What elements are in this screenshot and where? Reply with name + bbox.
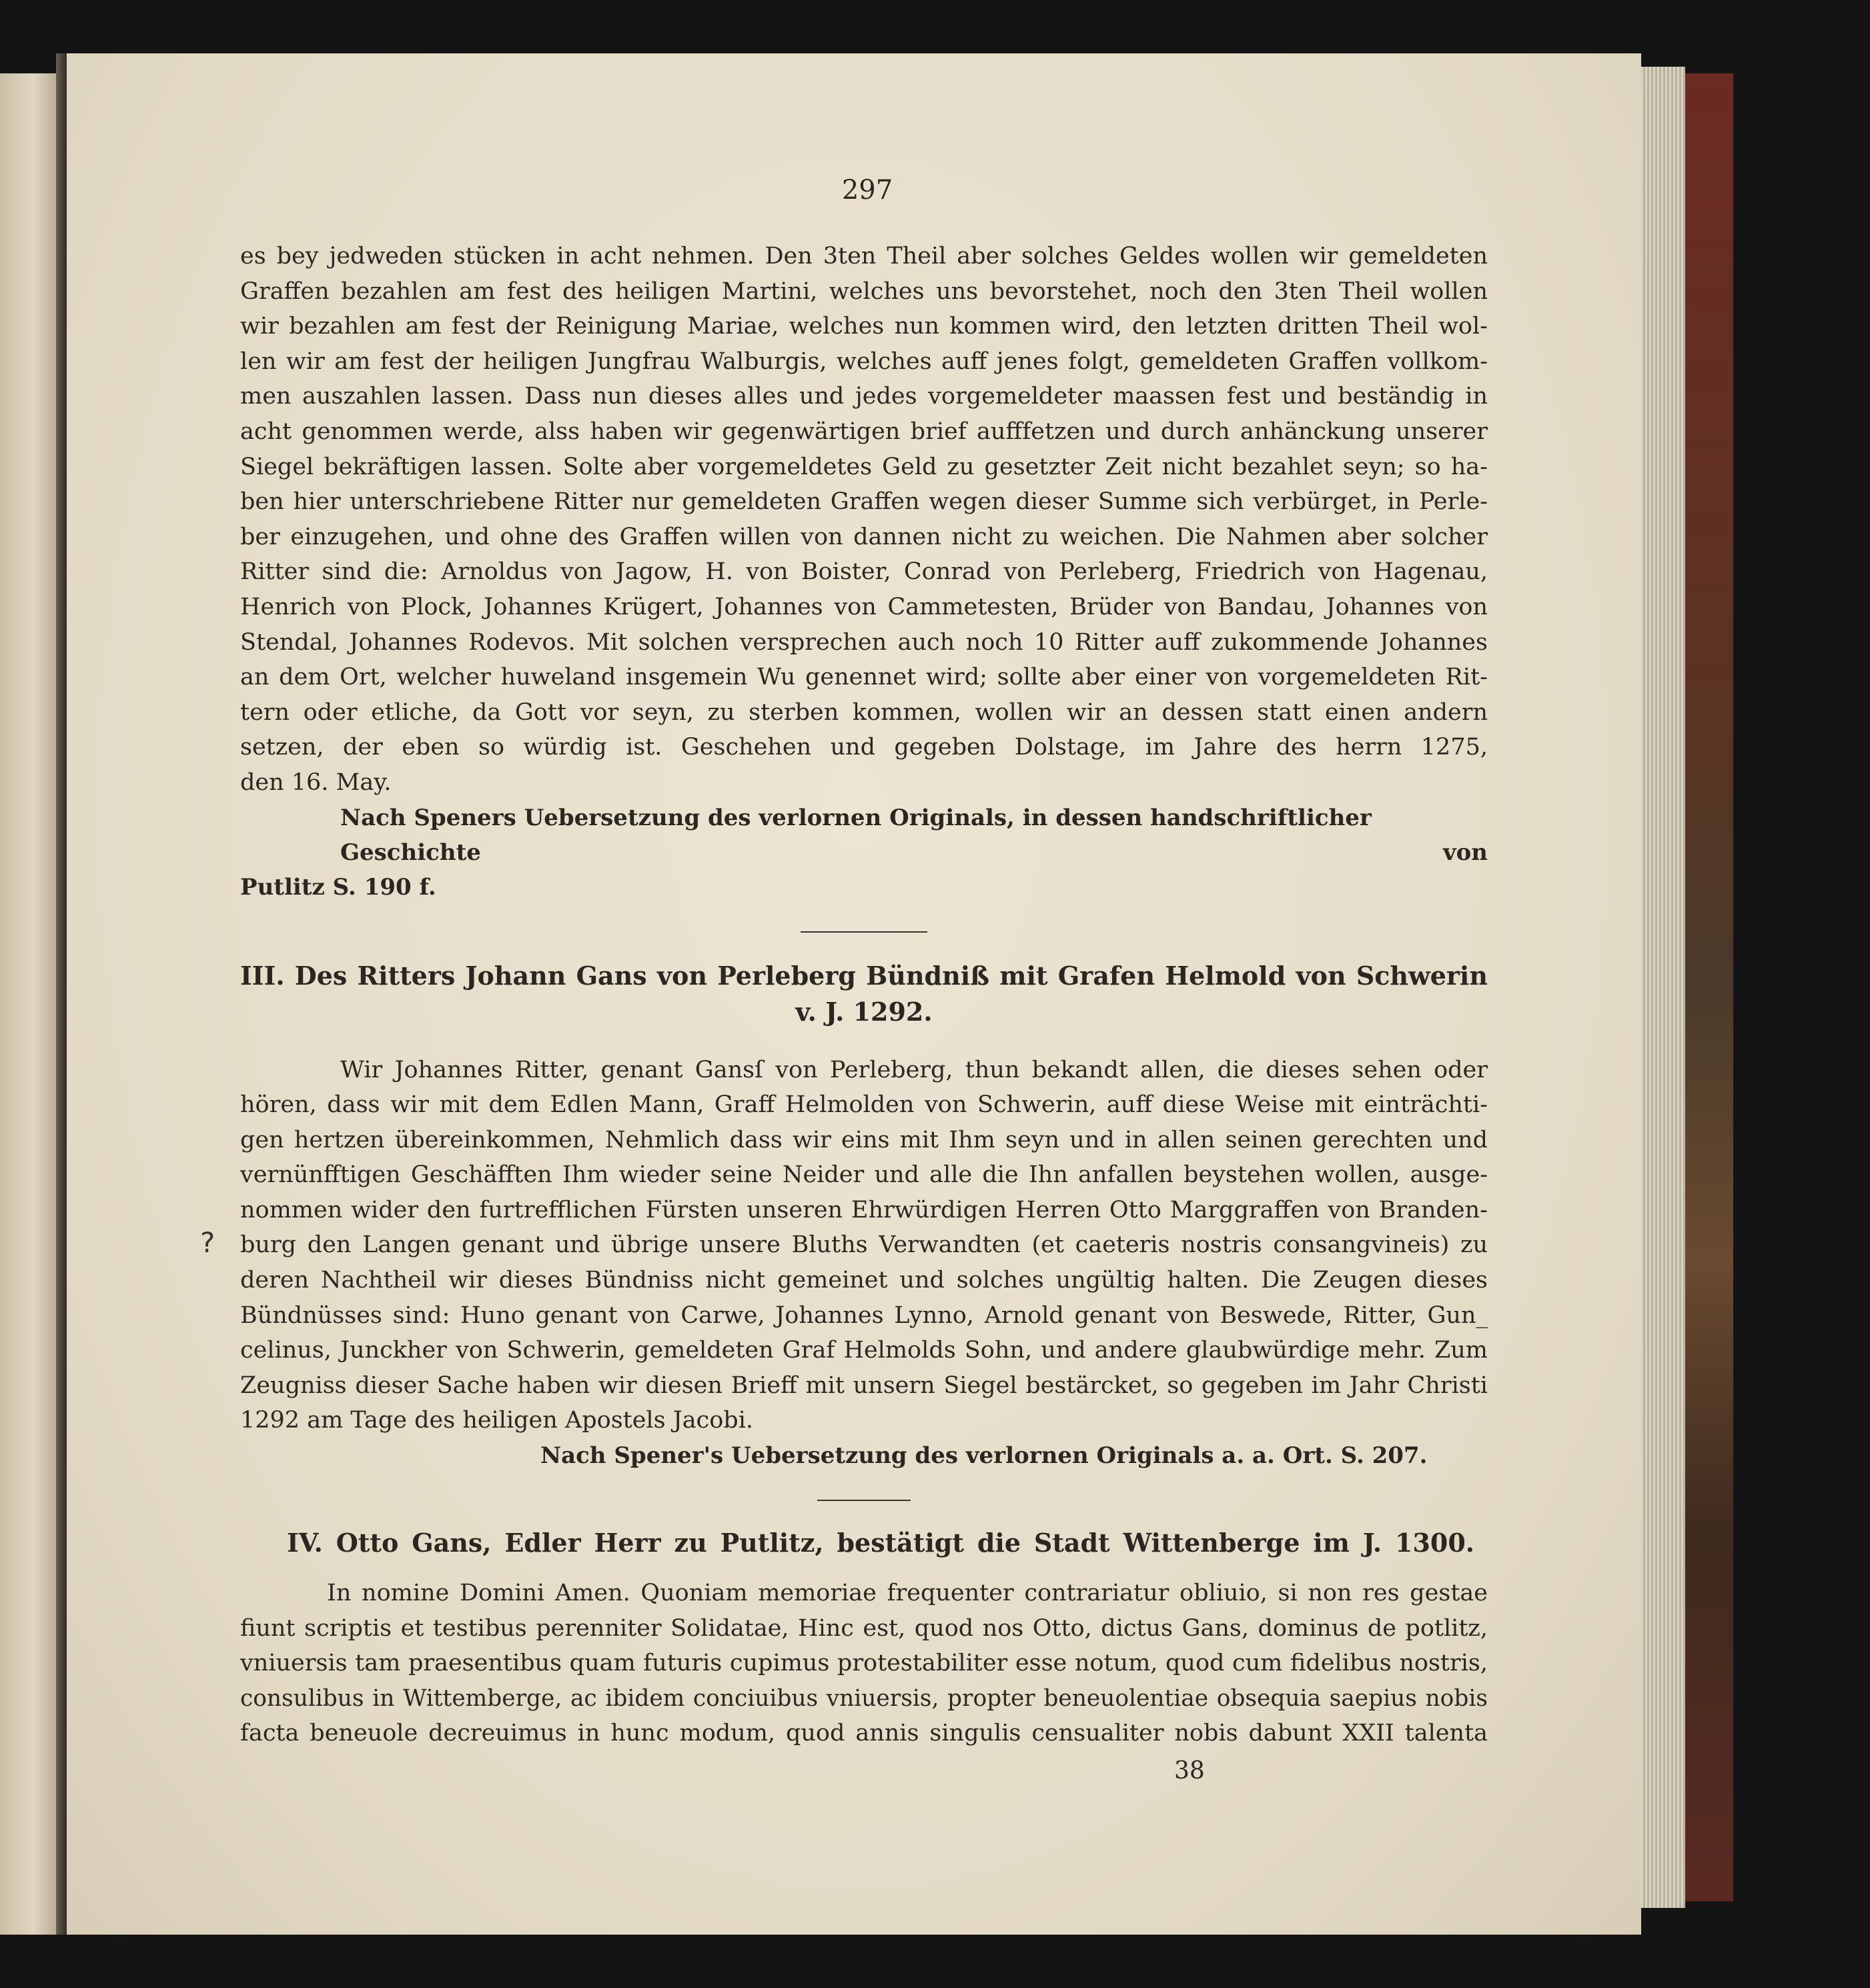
text-line: nommen wider den furtrefflichen Fürsten unseren Ehrwürdigen Herren Otto Marggraffen von Branden- — [240, 1196, 1488, 1223]
text-line: ben hier unterschriebene Ritter nur gemeldeten Graffen wegen dieser Summe sich verbürget, in Perle- — [240, 488, 1488, 516]
text-line: Stendal, Johannes Rodevos. Mit solchen versprechen auch noch 10 Ritter auff zukommende Johannes — [240, 628, 1488, 656]
section-iv-heading — [240, 1525, 1488, 1561]
signature-mark: 38 — [1174, 1757, 1205, 1785]
text-line: hören, dass wir mit dem Edlen Mann, Graff Helmolden von Schwerin, auff diese Weise mit einträchti- — [240, 1091, 1488, 1119]
text-line: Ritter sind die: Arnoldus von Jagow, H. von Boister, Conrad von Perleberg, Friedrich von Hagenau, — [240, 558, 1488, 586]
heading-line: v. J. 1292. — [795, 996, 933, 1027]
text-line: burg den Langen genant und übrige unsere Bluths Verwandten (et caeteris nostris consangvineis) zu — [240, 1231, 1488, 1259]
text-line: Henrich von Plock, Johannes Krügert, Johannes von Cammetesten, Brüder von Bandau, Johannes von — [240, 593, 1488, 620]
heading-line: III. Des Ritters Johann Gans von Perleberg Bündniß mit Grafen Helmold von Schwerin — [240, 960, 1488, 991]
page-edges — [1641, 67, 1685, 1908]
section-iii-heading — [240, 958, 1488, 1030]
text-line: an dem Ort, welcher huweland insgemein Wu genennet wird; sollte aber einer von vorgemeldeten Rit- — [240, 664, 1488, 691]
section-iii-source — [240, 1438, 1488, 1473]
text-line: len wir am fest der heiligen Jungfrau Walburgis, welches auff jenes folgt, gemeldeten Graffen vollkom- — [240, 348, 1488, 375]
text-line: deren Nachtheil wir dieses Bündniss nicht gemeinet und solches ungültig halten. Die Zeugen dieses — [240, 1267, 1488, 1294]
text-line: In nomine Domini Amen. Quoniam memoriae frequenter contrariatur obliuio, si non res gestae — [327, 1580, 1488, 1607]
section-ii-source — [240, 801, 1488, 905]
page-number: 297 — [841, 175, 893, 205]
text-line: vernünfftigen Geschäfften Ihm wieder seine Neider und alle die Ihn anfallen beystehen wollen, ausge- — [240, 1161, 1488, 1189]
section-ii-text — [240, 239, 1488, 801]
text-line: fiunt scriptis et testibus perenniter Solidatae, Hinc est, quod nos Otto, dictus Gans, dominus de potlitz, — [240, 1614, 1488, 1642]
text-line: acht genommen werde, alss haben wir gegenwärtigen brief aufffetzen und durch anhänckung unserer — [240, 418, 1488, 445]
heading-line: IV. Otto Gans, Edler Herr zu Putlitz, bestätigt die Stadt Wittenberge im J. 1300. — [287, 1528, 1474, 1558]
text-line: Siegel bekräftigen lassen. Solte aber vorgemeldetes Geld zu gesetzter Zeit nicht bezahlet seyn; so ha- — [240, 453, 1488, 480]
text-line: facta beneuole decreuimus in hunc modum, quod annis singulis censualiter nobis dabunt XXII talenta — [240, 1720, 1488, 1747]
text-line: vniuersis tam praesentibus quam futuris cupimus protestabiliter esse notum, quod cum fidelibus nostris, — [240, 1650, 1488, 1677]
source-line: Putlitz S. 190 f. — [240, 873, 436, 901]
text-line: Zeugniss dieser Sache haben wir diesen Brieff mit unsern Siegel bestärcket, so gegeben im Jahr Christi — [240, 1372, 1488, 1399]
text-line: es bey jedweden stücken in acht nehmen. Den 3ten Theil aber solches Geldes wollen wir gemeldeten — [240, 243, 1488, 270]
left-page-edge — [0, 73, 56, 1935]
text-line: 1292 am Tage des heiligen Apostels Jacobi. — [240, 1407, 754, 1434]
text-line: gen hertzen übereinkommen, Nehmlich dass wir eins mit Ihm seyn und in allen seinen gerechten und — [240, 1126, 1488, 1153]
text-line: tern oder etliche, da Gott vor seyn, zu sterben kommen, wollen wir an dessen statt einen andern — [240, 698, 1488, 726]
text-line: men auszahlen lassen. Dass nun dieses alles und jedes vorgemeldeter maassen fest und beständig in — [240, 383, 1488, 410]
text-line: ber einzugehen, und ohne des Graffen willen von dannen nicht zu weichen. Die Nahmen aber solcher — [240, 523, 1488, 550]
text-line: consulibus in Wittemberge, ac ibidem conciuibus vniuersis, propter beneuolentiae obsequia saepius nobis — [240, 1684, 1488, 1712]
text-line: Graffen bezahlen am fest des heiligen Martini, welches uns bevorstehet, noch den 3ten Theil wollen — [240, 278, 1488, 305]
margin-note: ? — [200, 1226, 215, 1259]
text-line: wir bezahlen am fest der Reinigung Mariae, welches nun kommen wird, den letzten dritten Theil wol- — [240, 313, 1488, 340]
section-iv-text — [240, 1576, 1488, 1751]
section-iii-text — [240, 1053, 1488, 1439]
page-content — [240, 239, 1488, 1751]
text-line: Wir Johannes Ritter, genant Gansſ von Perleberg, thun bekandt allen, die dieses sehen oder — [340, 1056, 1488, 1083]
source-line: Nach Spener's Uebersetzung des verlornen Originals a. a. Ort. S. 207. — [540, 1442, 1428, 1470]
text-line: den 16. May. — [240, 769, 392, 796]
source-line: Nach Speners Uebersetzung des verlornen Originals, in dessen handschriftlicher Geschichte von — [340, 804, 1488, 866]
text-line: celinus, Junckher von Schwerin, gemeldeten Graf Helmolds Sohn, und andere glaubwürdige mehr. Zum — [240, 1337, 1488, 1364]
book-cover — [1685, 73, 1733, 1901]
text-line: setzen, der eben so würdig ist. Geschehen und gegeben Dolstage, im Jahre des herrn 1275, — [240, 734, 1488, 761]
text-line: Bündnüsses sind: Huno genant von Carwe, Johannes Lynno, Arnold genant von Beswede, Ritter, Gun_ — [240, 1302, 1488, 1329]
